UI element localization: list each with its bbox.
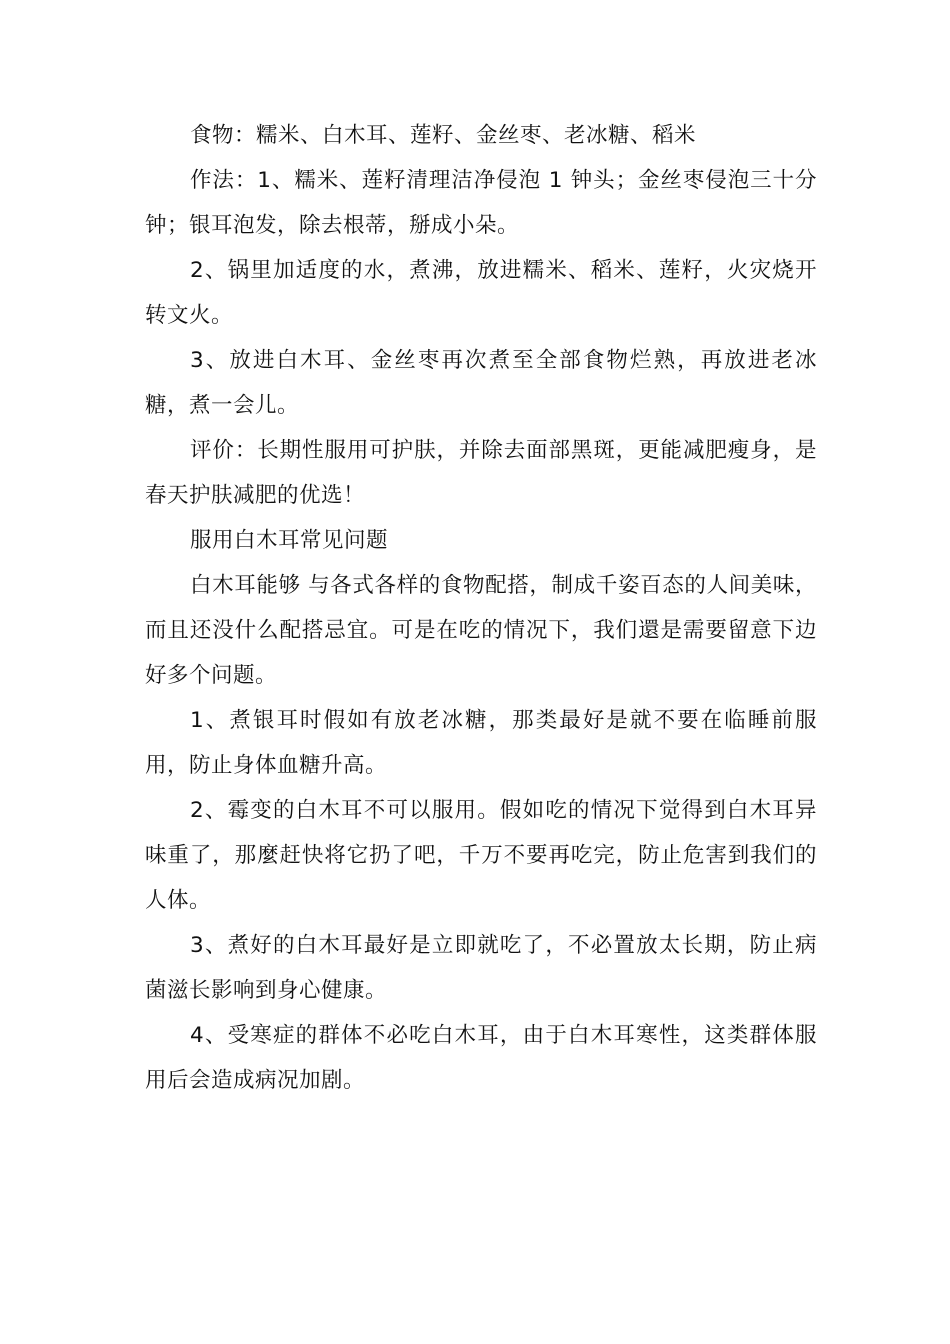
paragraph-faq-item-1: 1、煮银耳时假如有放老冰糖，那类最好是就不要在临睡前服用，防止身体血糖升高。: [145, 708, 817, 778]
paragraph-faq-intro: 白木耳能够 与各式各样的食物配搭，制成千姿百态的人间美味，而且还没什么配搭忌宜。可是在吃的情况下，我们還是需要留意下边好多个问题。: [145, 573, 817, 688]
paragraph-faq-item-4: 4、受寒症的群体不必吃白木耳，由于白木耳寒性，这类群体服用后会造成病况加剧。: [145, 1023, 817, 1093]
paragraph-faq-item-3: 3、煮好的白木耳最好是立即就吃了，不必置放太长期，防止病菌滋长影响到身心健康。: [145, 933, 817, 1003]
section-heading-faq: 服用白木耳常见问题: [190, 528, 389, 553]
paragraph-method-step-1: 作法：1、糯米、莲籽清理洁净侵泡 1 钟头；金丝枣侵泡三十分钟；银耳泡发，除去根蒂，掰成小朵。: [145, 168, 817, 238]
document-body: [145, 113, 817, 1103]
paragraph-evaluation: 评价：长期性服用可护肤，并除去面部黑斑，更能减肥瘦身，是春天护肤减肥的优选！: [145, 438, 817, 508]
paragraph-faq-item-2: 2、霉变的白木耳不可以服用。假如吃的情况下觉得到白木耳异味重了，那麼赶快将它扔了吧，千万不要再吃完，防止危害到我们的人体。: [145, 798, 817, 913]
paragraph-method-step-2: 2、锅里加适度的水，煮沸，放进糯米、稻米、莲籽，火灾烧开转文火。: [145, 258, 817, 328]
paragraph-method-step-3: 3、放进白木耳、金丝枣再次煮至全部食物烂熟，再放进老冰糖，煮一会儿。: [145, 348, 817, 418]
paragraph-ingredients: 食物：糯米、白木耳、莲籽、金丝枣、老冰糖、稻米: [190, 123, 697, 148]
